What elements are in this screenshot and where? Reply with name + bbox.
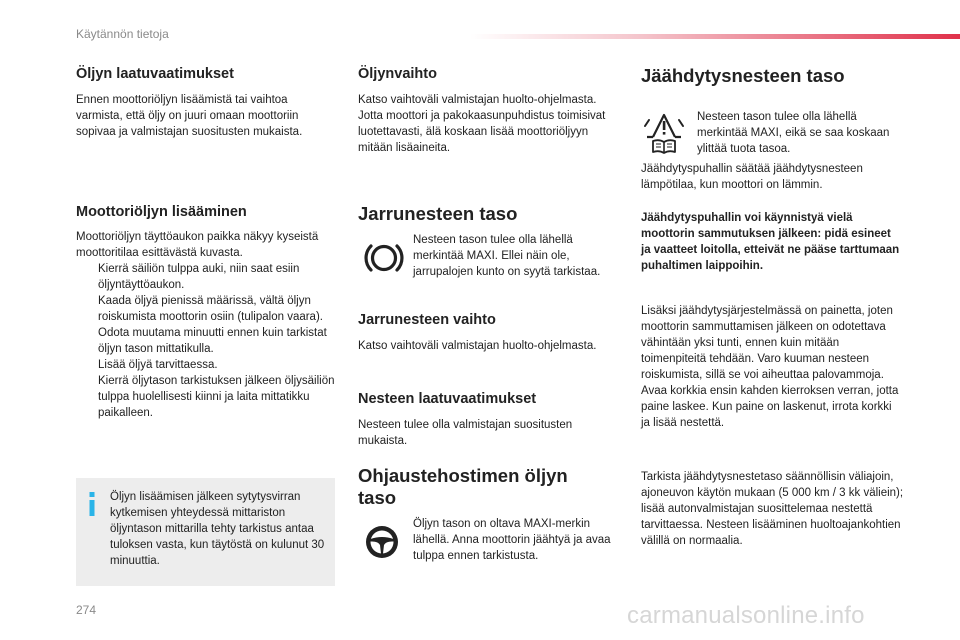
steering-section bbox=[358, 465, 588, 509]
oil-quality-body: Ennen moottoriöljyn lisäämistä tai vaihtoa varmista, että öljy on juuri omaan moottoriin sopivaa ja valmistajan suositusten mukaista. bbox=[76, 94, 303, 138]
step-text: Kaada öljyä pienissä määrissä, vältä öljyn roiskumista moottorin osiin (tulipalon vaara). bbox=[98, 295, 323, 323]
coolant-fan-warning: Jäähdytyspuhallin voi käynnistyä vielä moottorin sammutuksen jälkeen: pidä esineet ja vaatteet loitolla, etteivät ne pääse tarttumaan puhaltimen laippoihin. bbox=[641, 212, 900, 272]
brake-change-body: Katso vaihtoväli valmistajan huolto-ohjelmasta. bbox=[358, 340, 597, 352]
steering-wheel-icon bbox=[364, 524, 400, 560]
brake-change-title: Jarrunesteen vaihto bbox=[358, 312, 496, 328]
oil-change-section bbox=[358, 66, 620, 156]
step-text: Odota muutama minuutti ennen kuin tarkistat öljyn tason mittatikulla. bbox=[98, 327, 327, 355]
page-number: 274 bbox=[76, 603, 97, 617]
list-item bbox=[76, 325, 338, 357]
list-item bbox=[76, 293, 338, 325]
brake-level-title: Jarrunesteen taso bbox=[358, 203, 518, 224]
info-note-text: Öljyn lisäämisen jälkeen sytytysvirran kytkemisen yhteydessä mittariston öljyntason mittarilla tehty tarkistus antaa tuloksen vasta, kun täytöstä on kulunut 30 minuuttia. bbox=[110, 491, 325, 567]
header-rule bbox=[470, 34, 960, 39]
coolant-pressure-text: Lisäksi jäähdytysjärjestelmässä on painetta, joten moottorin sammuttamisen jälkeen on odotettava vähintään yksi tunti, ennen kuin mitään toimenpiteitä tehdään. Varo kuuman nesteen roiskumista, sillä se voi aiheuttaa palovammoja. Avaa korkkia ensin kahden kierroksen verran, jotta paine laskee. Kun paine on laskenut, irrota korkki ja lisää nestettä. bbox=[641, 305, 899, 429]
oil-adding-intro: Moottoriöljyn täyttöaukon paikka näkyy kyseistä moottoritilaa esittävästä kuvasta. bbox=[76, 231, 319, 259]
steering-title: Ohjaustehostimen öljyn taso bbox=[358, 465, 568, 509]
coolant-check-text: Tarkista jäähdytysnestetaso säännöllisin väliajoin, ajoneuvon käytön mukaan (5 000 km / 3 kk väliein); lisää autonvalmistajan suosittelemaa nestettä tarvittaessa. Nesteen lisääminen huoltoajankohtien välillä on normaalia. bbox=[641, 471, 904, 547]
oil-adding-steps bbox=[76, 261, 338, 421]
warning-manual-icon bbox=[643, 110, 687, 154]
fluid-quality-title: Nesteen laatuvaatimukset bbox=[358, 391, 537, 407]
brake-warning-icon bbox=[364, 240, 404, 276]
oil-adding-section bbox=[76, 204, 338, 421]
brake-level-section bbox=[358, 203, 620, 225]
oil-change-title: Öljynvaihto bbox=[358, 66, 437, 82]
section-title: Käytännön tietoja bbox=[76, 27, 169, 41]
oil-quality-section bbox=[76, 66, 336, 140]
coolant-title: Jäähdytysnesteen taso bbox=[641, 65, 845, 86]
oil-change-body: Katso vaihtoväli valmistajan huolto-ohjelmasta. Jotta moottori ja pakokaasunpuhdistus toimisivat luotettavasti, älä koskaan lisää moottoriöljyyn mitään lisäaineita. bbox=[358, 94, 606, 154]
watermark: carmanualsonline.info bbox=[627, 602, 865, 629]
list-item bbox=[76, 261, 338, 293]
coolant-icon-text: Nesteen tason tulee olla lähellä merkintää MAXI, eikä se saa koskaan ylittää tuota tasoa. bbox=[697, 111, 890, 155]
fluid-quality-body: Nesteen tulee olla valmistajan suositusten mukaista. bbox=[358, 419, 573, 447]
step-text: Kierrä öljytason tarkistuksen jälkeen öljysäiliön tulppa huolellisesti kiinni ja laita mittatikku paikalleen. bbox=[98, 375, 335, 419]
steering-body: Öljyn tason on oltava MAXI-merkin lähellä. Anna moottorin jäähtyä ja avaa tulppa ennen tarkistusta. bbox=[413, 518, 611, 562]
brake-level-body: Nesteen tason tulee olla lähellä merkintää MAXI. Ellei näin ole, jarrupalojen kunto on syytä tarkistaa. bbox=[413, 234, 601, 278]
step-text: Kierrä säiliön tulppa auki, niin saat esiin öljyntäyttöaukon. bbox=[98, 263, 300, 291]
info-note bbox=[76, 478, 335, 586]
oil-adding-title: Moottoriöljyn lisääminen bbox=[76, 204, 247, 220]
coolant-section bbox=[641, 65, 903, 87]
coolant-fan-text: Jäähdytyspuhallin säätää jäähdytysnesteen lämpötilaa, kun moottori on lämmin. bbox=[641, 163, 863, 191]
list-item bbox=[76, 373, 338, 421]
brake-change-section bbox=[358, 312, 620, 354]
info-icon bbox=[87, 492, 97, 516]
list-item bbox=[76, 357, 338, 373]
fluid-quality-section bbox=[358, 391, 620, 449]
step-text: Lisää öljyä tarvittaessa. bbox=[98, 359, 218, 371]
oil-quality-title: Öljyn laatuvaatimukset bbox=[76, 66, 234, 82]
